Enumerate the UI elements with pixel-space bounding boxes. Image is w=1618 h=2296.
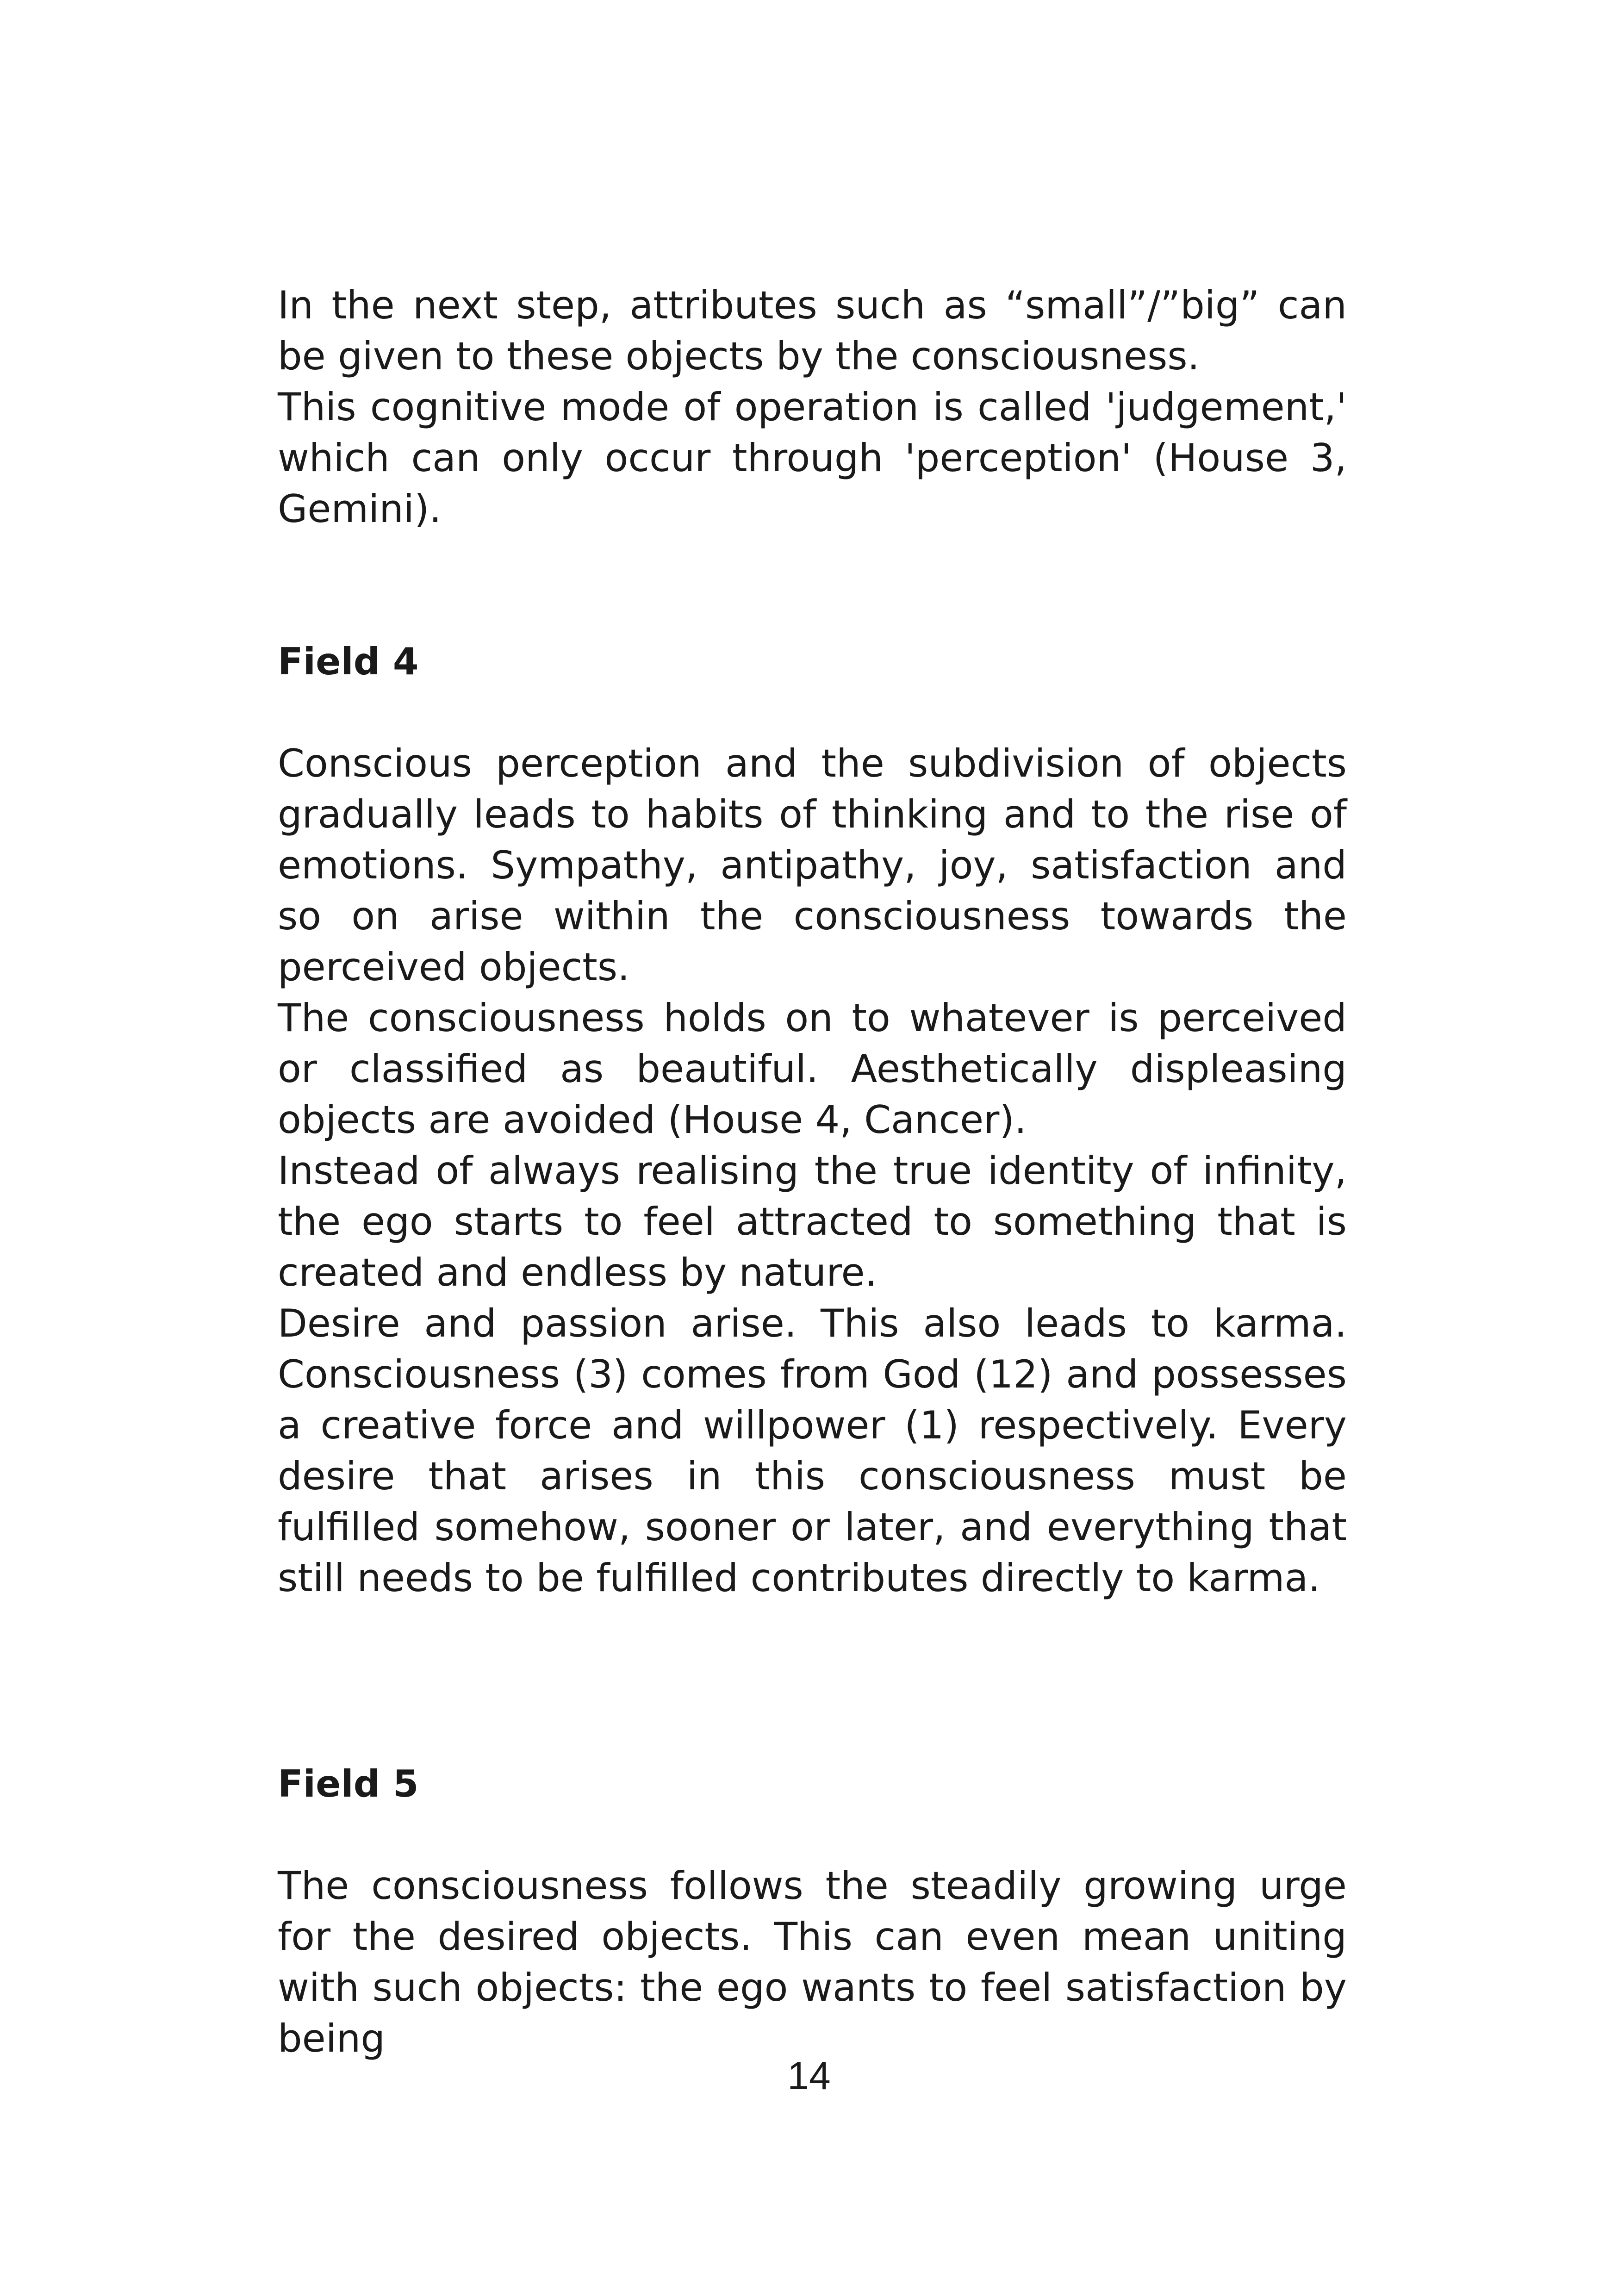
field-4-paragraph-1: Conscious perception and the subdivision of objects gradually leads to habits of thinking and to the rise of emotions. Sympathy, antipathy, joy, satisfaction and so on arise within the consciousness towards the perceived objects. [278,741,1347,989]
field-5-section [278,1759,1347,1810]
page-number: 14 [787,2054,831,2097]
field-4-paragraph-2: The consciousness holds on to whatever is perceived or classified as beautiful. Aesthetically displeasing objects are avoided (House 4, Cancer). [278,996,1347,1142]
field-5-paragraph-1: The consciousness follows the steadily growing urge for the desired objects. This can even mean uniting with such objects: the ego wants to feel satisfaction by being [278,1863,1347,2061]
intro-section [278,280,1347,535]
field-4-body [278,738,1347,1604]
field-4-section [278,636,1347,687]
field-5-heading: Field 5 [278,1762,419,1805]
intro-paragraph-2: This cognitive mode of operation is called 'judgement,' which can only occur through 'perception' (House 3, Gemini). [278,385,1347,531]
field-4-paragraph-3: Instead of always realising the true identity of infinity, the ego starts to feel attracted to something that is created and endless by nature. [278,1148,1347,1295]
intro-paragraph-1: In the next step, attributes such as “small”/”big” can be given to these objects by the consciousness. [278,283,1347,379]
field-4-heading: Field 4 [278,640,419,683]
field-5-body [278,1860,1347,2064]
field-4-paragraph-4: Desire and passion arise. This also leads to karma. Consciousness (3) comes from God (12) and possesses a creative force and willpower (1) respectively. Every desire that arises in this consciousness must be fulfilled somehow, sooner or later, and everything that still needs to be fulfilled contributes directly to karma. [278,1301,1347,1600]
